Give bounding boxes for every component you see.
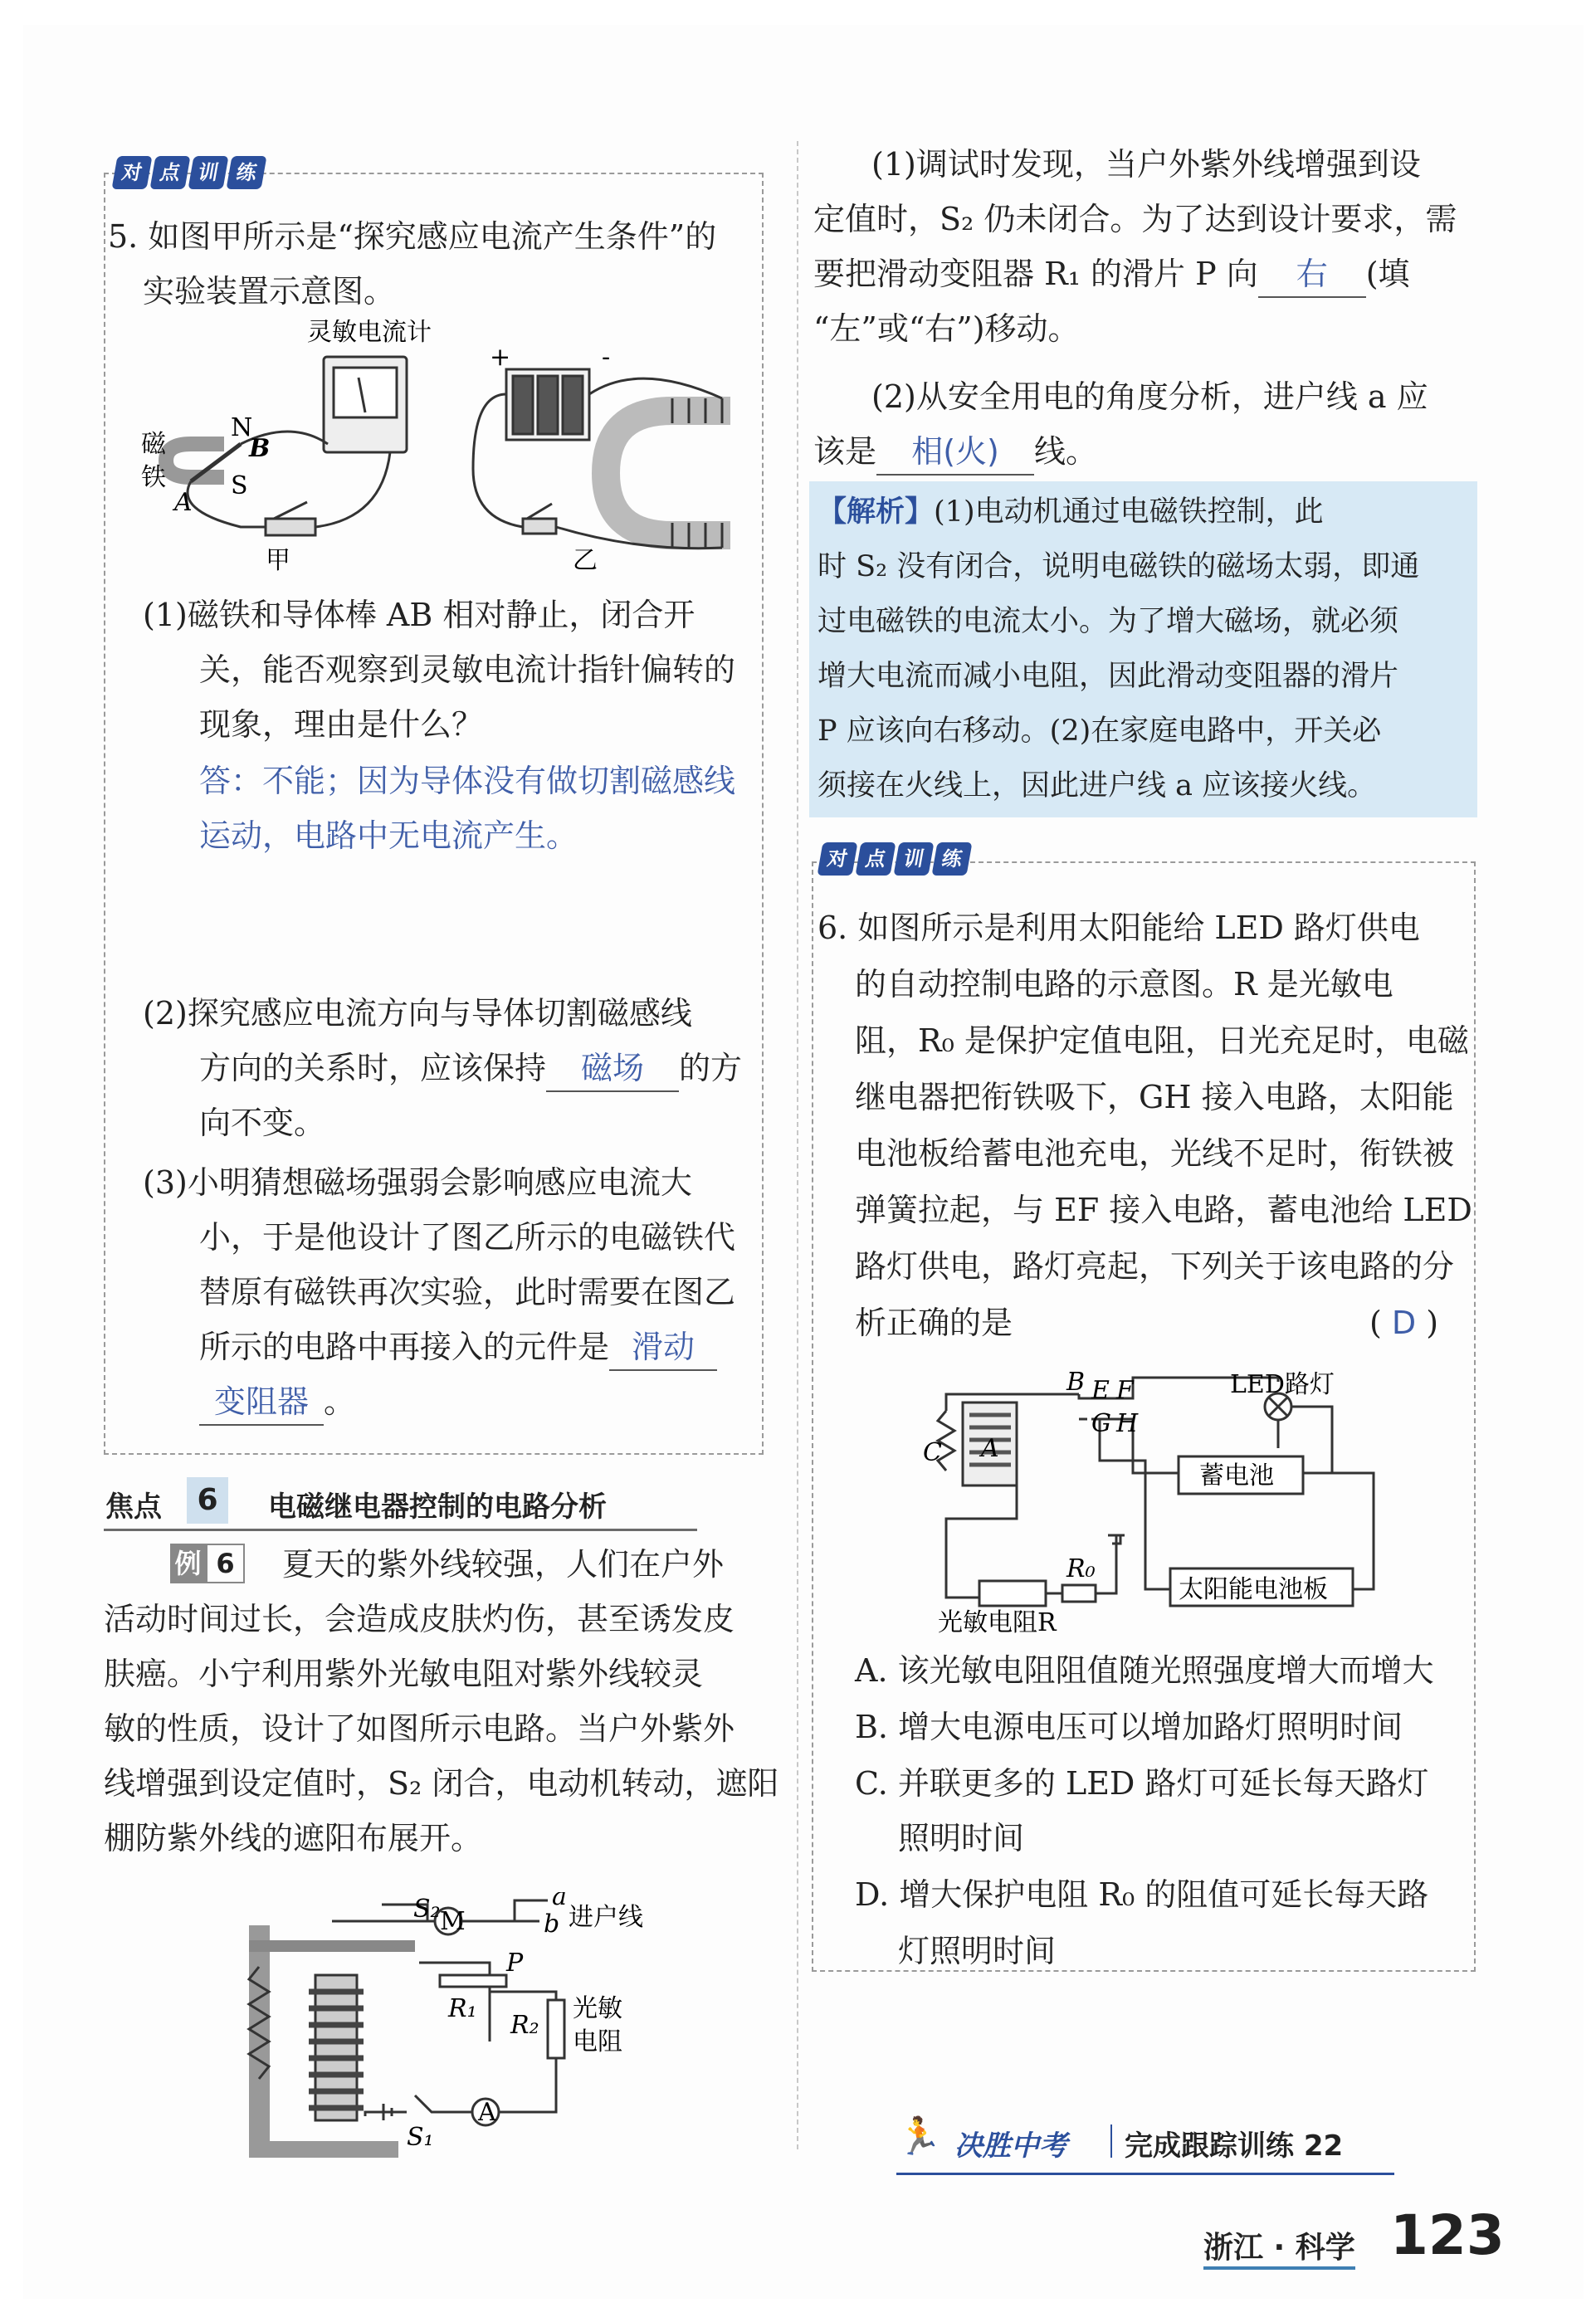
ex6-b-label: b xyxy=(544,1910,560,1939)
ex6-line1: 夏天的紫外线较强，人们在户外 xyxy=(282,1546,725,1583)
magnet-label-2: 铁 xyxy=(141,463,166,492)
q6-option-d-line2: 灯照明时间 xyxy=(898,1933,1057,1969)
q5-p2-line2 xyxy=(199,1041,742,1095)
q5-p2-text: 方向的关系时，应该保持 xyxy=(199,1050,547,1086)
analysis-line2: 时 S₂ 没有闭合，说明电磁铁的磁场太弱，即通 xyxy=(818,550,1420,583)
tag-char: 训 xyxy=(893,842,934,876)
q5-answer-2: 磁场 xyxy=(546,1046,679,1092)
q6-g-label: G xyxy=(1091,1409,1111,1438)
q5-p2-line1: (2)探究感应电流方向与导体切割磁感线 xyxy=(143,995,692,1032)
ex6-photo-label-2: 电阻 xyxy=(573,2027,622,2056)
q5-answer-3b: 变阻器 xyxy=(199,1379,324,1426)
page-number: 123 xyxy=(1390,2203,1505,2267)
q6-option-d-line1: D. 增大保护电阻 R₀ 的阻值可延长每天路 xyxy=(855,1876,1429,1913)
focus-heading xyxy=(104,1477,697,1531)
ex6-s1-label: S₁ xyxy=(407,2123,434,2152)
q5-p3-line5 xyxy=(199,1374,355,1429)
ex6-r1-label: R₁ xyxy=(448,1994,477,2023)
q6-option-a: A. 该光敏电阻阻值随光照强度增大而增大 xyxy=(855,1652,1434,1689)
q5-p3-line1: (3)小明猜想磁场强弱会影响感应电流大 xyxy=(143,1164,692,1201)
q6-line8: 析正确的是 xyxy=(855,1305,1013,1341)
analysis-line3: 过电磁铁的电流太小。为了增大磁场，就必须 xyxy=(818,605,1399,638)
q6-r0-label: R₀ xyxy=(1066,1554,1096,1583)
q5-p3-line3: 替原有磁铁再次实验，此时需要在图乙 xyxy=(199,1274,736,1310)
q6-line2: 的自动控制电路的示意图。R 是光敏电 xyxy=(855,966,1393,1002)
ex6-s2-label: S₂ xyxy=(413,1895,441,1924)
rod-a-label: A xyxy=(174,488,193,517)
ex6-p-label: P xyxy=(506,1949,524,1978)
example-badge xyxy=(170,1544,245,1583)
ex6-q2-line2 xyxy=(813,424,1097,479)
figure-jia-label: 甲 xyxy=(266,546,290,575)
q6-led-label: LED路灯 xyxy=(1230,1370,1335,1399)
q6-option-c-line2: 照明时间 xyxy=(898,1820,1025,1856)
magnet-label-1: 磁 xyxy=(141,430,166,459)
analysis-box xyxy=(809,481,1477,817)
ex6-q1-text: 要把滑动变阻器 R₁ 的滑片 P 向 xyxy=(813,256,1258,292)
ex6-photo-label-1: 光敏 xyxy=(573,1994,622,2023)
ex6-q1-tail: (填 xyxy=(1365,256,1410,292)
ex6-line5: 线增强到设定值时，S₂ 闭合，电动机转动，遮阳 xyxy=(104,1765,779,1802)
analysis-line1 xyxy=(818,485,1324,539)
q6-line5: 电池板给蓄电池充电，光线不足时，衔铁被 xyxy=(855,1135,1455,1172)
ex6-a-label: a xyxy=(552,1892,567,1911)
tag-char: 点 xyxy=(149,156,190,189)
ex6-line2: 活动时间过长，会造成皮肤灼伤，甚至诱发皮 xyxy=(104,1601,735,1637)
practice-tag-1 xyxy=(115,156,264,189)
ex6-q1-line2: 定值时，S₂ 仍未闭合。为了达到设计要求，需 xyxy=(813,201,1457,237)
ex6-q2-text: 该是 xyxy=(813,433,877,470)
figure-yi-label: 乙 xyxy=(573,546,598,575)
ex6-r2-label: R₂ xyxy=(510,2011,539,2040)
page-region: 浙江 · 科学 xyxy=(1203,2224,1355,2270)
runner-icon: 🏃 xyxy=(896,2115,942,2158)
footer-brand: 决胜中考 xyxy=(954,2129,1067,2163)
tag-char: 对 xyxy=(817,842,857,876)
ex6-answer-2: 相(火) xyxy=(876,429,1034,476)
q6-line3: 阻，R₀ 是保护定值电阻，日光充足时，电磁 xyxy=(855,1022,1469,1059)
ex6-q1-line3 xyxy=(813,246,1410,301)
column-divider xyxy=(797,141,798,2149)
example-number: 6 xyxy=(206,1544,245,1583)
ex6-motor-label: M xyxy=(440,1907,466,1936)
practice-tag-2 xyxy=(820,842,969,876)
q6-option-b: B. 增大电源电压可以增加路灯照明时间 xyxy=(855,1709,1403,1745)
q5-answer-1-line1: 答：不能；因为导体没有做切割磁感线 xyxy=(199,763,736,799)
ex6-circuit-figure xyxy=(241,1892,656,2166)
rod-b-label: B xyxy=(249,434,271,463)
ex6-answer-1: 右 xyxy=(1258,251,1366,298)
q5-answer-3a: 滑动 xyxy=(609,1324,717,1371)
q5-figure xyxy=(141,320,755,577)
ex6-line3: 肤癌。小宁利用紫外光敏电阻对紫外线较灵 xyxy=(104,1656,704,1692)
q5-p3-end: 。 xyxy=(324,1383,356,1420)
battery-plus-label: + xyxy=(490,343,511,372)
tag-char: 练 xyxy=(931,842,972,876)
q5-p2-tail: 的方 xyxy=(679,1050,743,1086)
footer-divider xyxy=(1110,2124,1112,2158)
analysis-line5: P 应该向右移动。(2)在家庭电路中，开关必 xyxy=(818,715,1382,748)
footer-banner xyxy=(896,2115,1394,2175)
tag-char: 练 xyxy=(226,156,266,189)
q6-h-label: H xyxy=(1116,1409,1139,1438)
q6-line1: 6. 如图所示是利用太阳能给 LED 路灯供电 xyxy=(818,910,1420,946)
q5-p1-line3: 现象，理由是什么？ xyxy=(199,706,484,743)
analysis-line6: 须接在火线上，因此进户线 a 应该接火线。 xyxy=(818,769,1377,802)
q6-option-c-line1: C. 并联更多的 LED 路灯可延长每天路灯 xyxy=(855,1765,1429,1802)
ex6-q1-line4: “左”或“右”)移动。 xyxy=(813,310,1080,347)
ex6-q2-tail: 线。 xyxy=(1034,433,1098,470)
q6-answer-value: D xyxy=(1391,1305,1417,1341)
q6-e-label: E xyxy=(1091,1376,1110,1405)
q6-b-label: B xyxy=(1066,1369,1086,1397)
q5-p3-line4 xyxy=(199,1320,717,1374)
q6-circuit-figure xyxy=(921,1369,1394,1635)
q6-f-label: F xyxy=(1116,1376,1134,1405)
analysis-label: 【解析】 xyxy=(818,495,935,529)
magnet-n-label: N xyxy=(231,413,253,442)
q6-a-label: A xyxy=(981,1434,999,1463)
q5-answer-1-line2: 运动，电路中无电流产生。 xyxy=(199,817,578,854)
q5-p3-line2: 小，于是他设计了图乙所示的电磁铁代 xyxy=(199,1219,736,1256)
q5-p2-line3: 向不变。 xyxy=(199,1105,326,1141)
ex6-line4: 敏的性质，设计了如图所示电路。当户外紫外 xyxy=(104,1710,735,1747)
q5-stem-2: 实验装置示意图。 xyxy=(143,273,396,310)
magnet-s-label: S xyxy=(231,471,248,500)
q5-p1-line2: 关，能否观察到灵敏电流计指针偏转的 xyxy=(199,651,736,688)
focus-label: 焦点 xyxy=(105,1490,162,1524)
galvanometer-label: 灵敏电流计 xyxy=(307,320,432,347)
ex6-inlet-label: 进户线 xyxy=(569,1903,643,1932)
ex6-q1-line1: (1)调试时发现，当户外紫外线增强到设 xyxy=(871,146,1421,183)
q6-answer: ( D ) xyxy=(1369,1305,1439,1341)
focus-number: 6 xyxy=(187,1477,228,1524)
q6-line7: 路灯供电，路灯亮起，下列关于该电路的分 xyxy=(855,1248,1455,1285)
q6-c-label: C xyxy=(923,1438,942,1467)
analysis-line4: 增大电流而减小电阻，因此滑动变阻器的滑片 xyxy=(818,660,1399,693)
q5-p1-line1: (1)磁铁和导体棒 AB 相对静止，闭合开 xyxy=(143,597,696,633)
footer-track: 完成跟踪训练 22 xyxy=(1125,2129,1344,2163)
example-label: 例 xyxy=(170,1544,206,1583)
q6-line6: 弹簧拉起，与 EF 接入电路，蓄电池给 LED xyxy=(855,1192,1472,1228)
ex6-ammeter-label: A xyxy=(478,2098,496,2127)
q6-line4: 继电器把衔铁吸下，GH 接入电路，太阳能 xyxy=(855,1079,1454,1115)
ex6-q2-line1: (2)从安全用电的角度分析，进户线 a 应 xyxy=(871,378,1428,415)
tag-char: 点 xyxy=(855,842,896,876)
battery-minus-label: - xyxy=(602,343,611,372)
q6-battery-label: 蓄电池 xyxy=(1199,1461,1274,1490)
focus-title: 电磁继电器控制的电路分析 xyxy=(268,1490,607,1524)
q5-p3-text: 所示的电路中再接入的元件是 xyxy=(199,1329,610,1365)
q6-solar-label: 太阳能电池板 xyxy=(1179,1575,1328,1604)
tag-char: 训 xyxy=(188,156,228,189)
q6-photo-label: 光敏电阻R xyxy=(938,1608,1057,1635)
ex6-line6: 棚防紫外线的遮阳布展开。 xyxy=(104,1820,483,1856)
analysis-text: (1)电动机通过电磁铁控制，此 xyxy=(934,495,1324,529)
q5-stem-1: 5. 如图甲所示是“探究感应电流产生条件”的 xyxy=(108,218,717,255)
tag-char: 对 xyxy=(111,156,152,189)
